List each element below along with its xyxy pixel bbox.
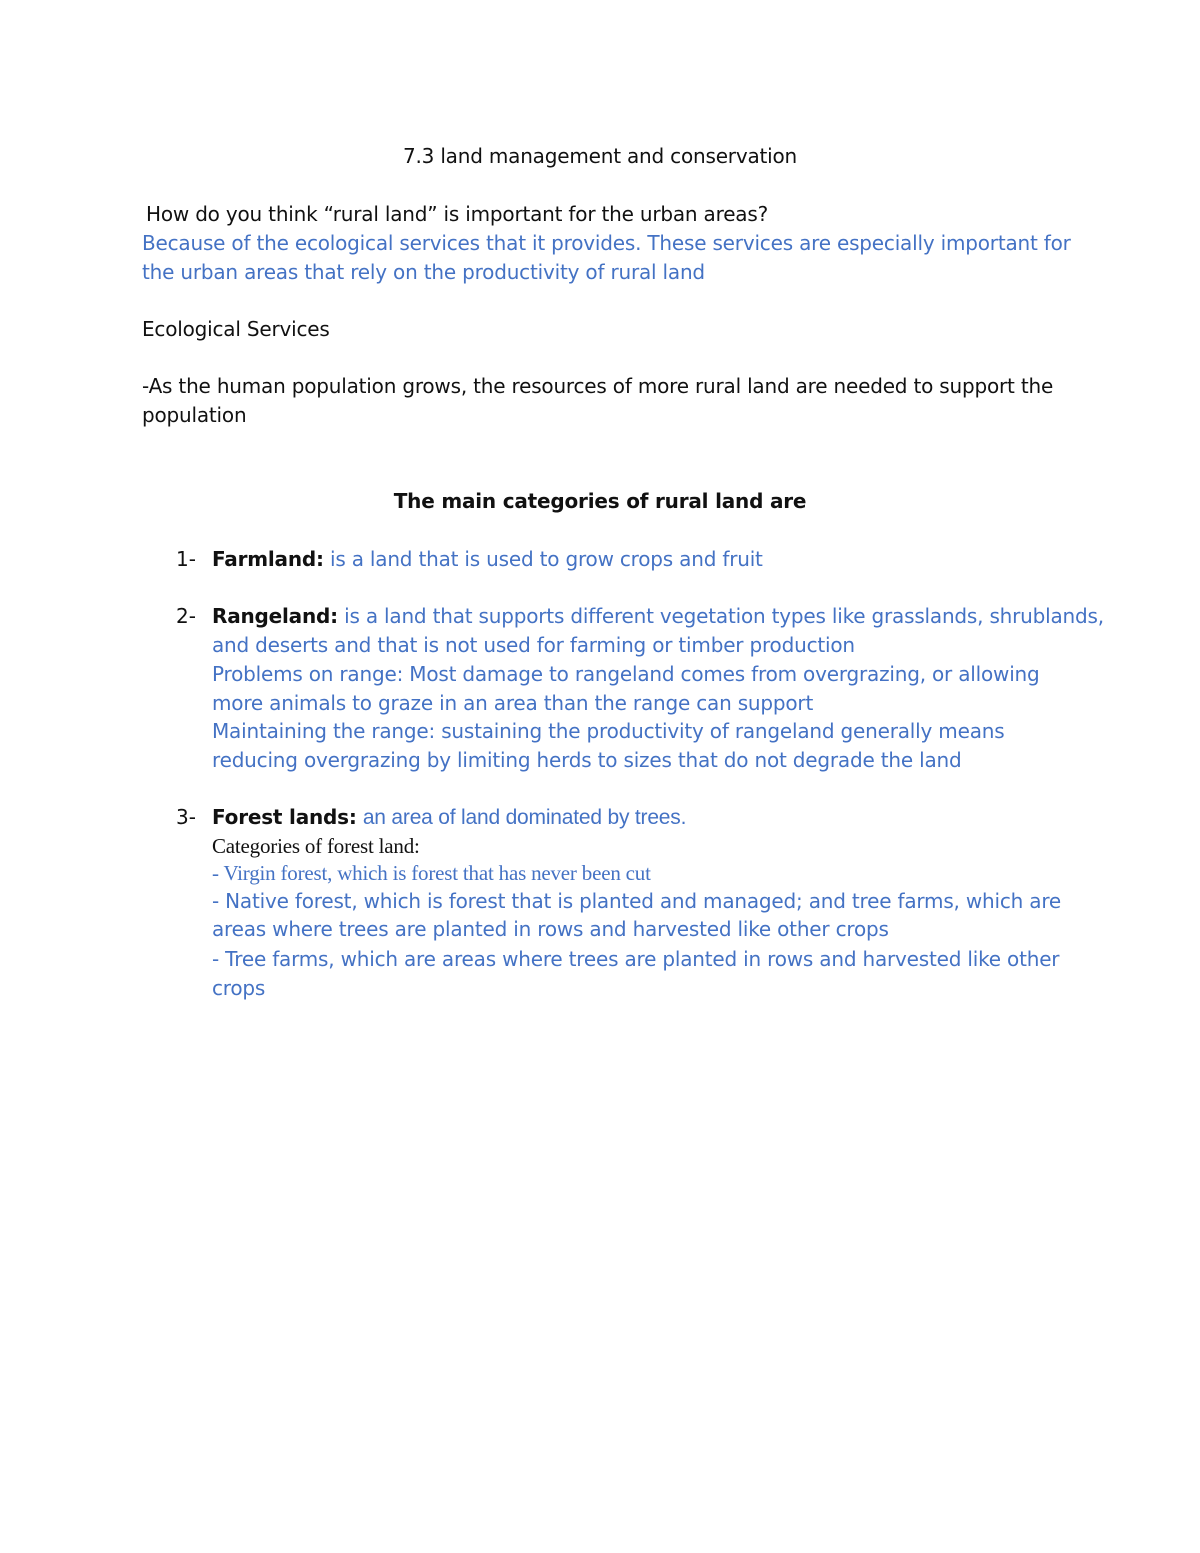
term-farmland: Farmland: — [212, 547, 324, 571]
list-item-farmland — [212, 545, 763, 573]
rangeland-definition: is a land that supports different vegetation types like grasslands, shrublands, — [344, 604, 1104, 628]
rangeland-problems-line-1: Problems on range: Most damage to rangeland comes from overgrazing, or allowing — [212, 662, 1040, 686]
rangeland-line-2: and deserts and that is not used for farming or timber production — [212, 633, 855, 657]
section-heading-ecological-services: Ecological Services — [142, 317, 330, 341]
list-number-2: 2- — [176, 604, 196, 628]
population-line-1: -As the human population grows, the resources of more rural land are needed to support the — [142, 374, 1054, 398]
farmland-definition: is a land that is used to grow crops and fruit — [329, 547, 763, 571]
native-forest-line-2: areas where trees are planted in rows and harvested like other crops — [212, 917, 889, 941]
term-rangeland: Rangeland: — [212, 604, 338, 628]
virgin-forest-line: - Virgin forest, which is forest that has never been cut — [212, 861, 651, 885]
answer-line-2: the urban areas that rely on the productivity of rural land — [142, 260, 705, 284]
tree-farms-line-1: - Tree farms, which are areas where trees are planted in rows and harvested like other — [212, 947, 1060, 971]
list-item-rangeland — [212, 602, 1104, 630]
page-title: 7.3 land management and conservation — [402, 144, 798, 168]
tree-farms-line-2: crops — [212, 976, 266, 1000]
question-text: How do you think “rural land” is important for the urban areas? — [146, 202, 768, 226]
list-number-3: 3- — [176, 805, 196, 829]
native-forest-line-1: - Native forest, which is forest that is planted and managed; and tree farms, which are — [212, 889, 1062, 913]
rangeland-maintaining-line-1: Maintaining the range: sustaining the productivity of rangeland generally means — [212, 719, 1005, 743]
rangeland-problems-line-2: more animals to graze in an area than the range can support — [212, 691, 814, 715]
answer-line-1: Because of the ecological services that it provides. These services are especially important for — [142, 231, 1071, 255]
forest-lands-definition: an area of land dominated by trees. — [362, 806, 687, 829]
population-line-2: population — [142, 403, 247, 427]
term-forest-lands: Forest lands: — [212, 805, 357, 829]
rangeland-maintaining-line-2: reducing overgrazing by limiting herds to sizes that do not degrade the land — [212, 748, 962, 772]
forest-categories-subheading: Categories of forest land: — [212, 834, 420, 858]
list-item-forest-lands — [212, 803, 686, 832]
categories-heading: The main categories of rural land are — [393, 489, 807, 513]
list-number-1: 1- — [176, 547, 196, 571]
